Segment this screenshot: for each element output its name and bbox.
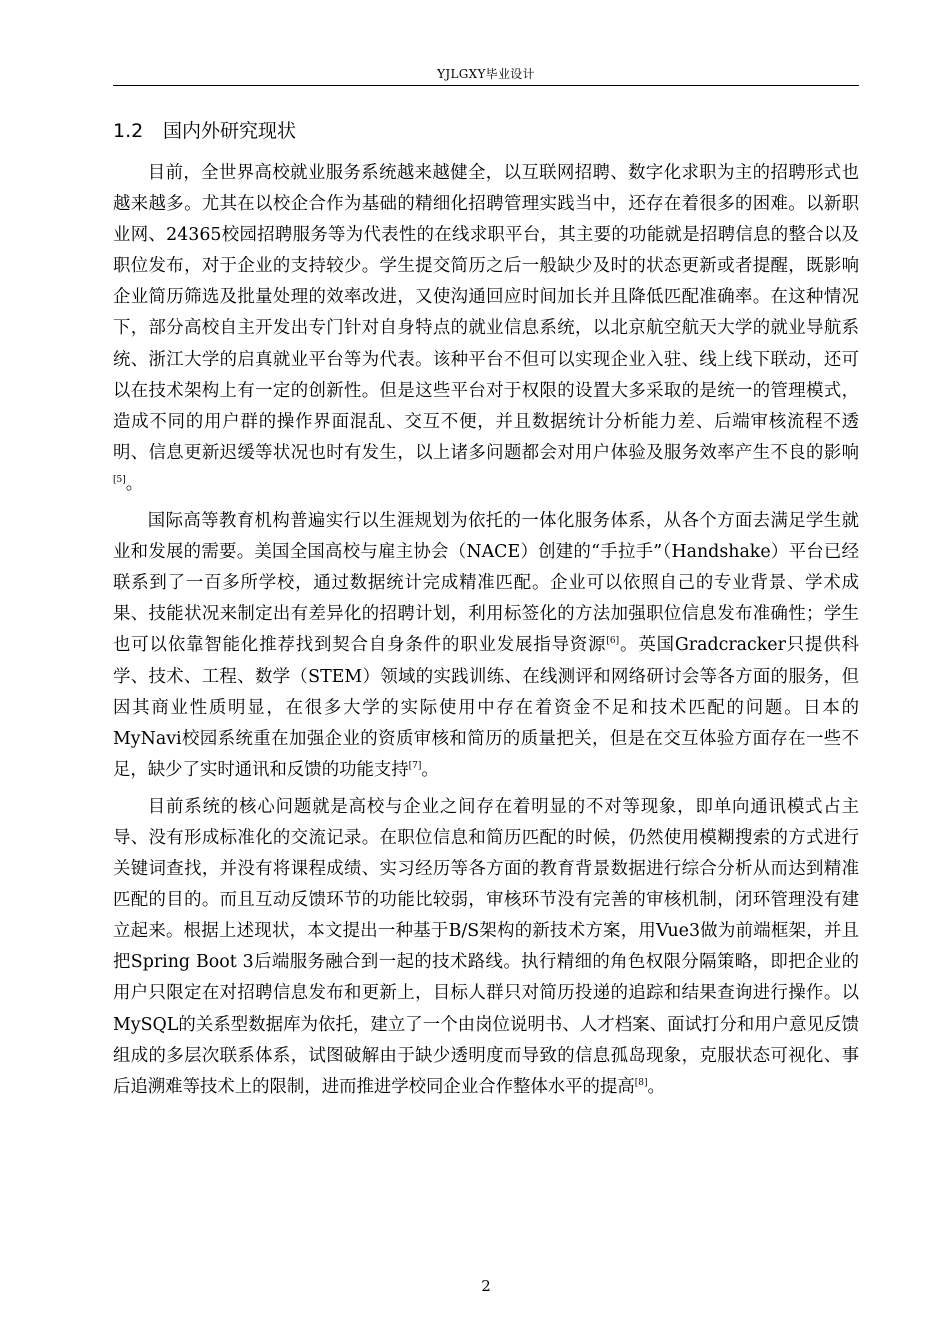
paragraph-text: 国际高等教育机构普遍实行以生涯规划为依托的一体化服务体系，从各个方面去满足学生就业和发展的需要。美国全国高校与雇主协会（NACE）创建的“手拉手”（Handshake）平台已经联系到了一百多所学校，通过数据统计完成精准匹配。企业可以依照自己的专业背景、学术成果、技能状况来制定出有差异化的招聘计划，利用标签化的方法加强职位信息发布准确性；学生也可以依靠智能化推荐找到契合自身条件的职业发展指导资源	[113, 511, 859, 656]
header-rule	[113, 85, 859, 86]
section-title: 国内外研究现状	[163, 120, 297, 142]
paragraph-tail: 。	[647, 1076, 665, 1097]
section-heading	[113, 116, 859, 146]
paragraph-text: 目前系统的核心问题就是高校与企业之间存在着明显的不对等现象，即单向通讯模式占主导、没有形成标准化的交流记录。在职位信息和简历匹配的时候，仍然使用模糊搜索的方式进行关键词查找，并没有将课程成绩、实习经历等各方面的教育背景数据进行综合分析从而达到精准匹配的目的。而且互动反馈环节的功能比较弱，审核环节没有完善的审核机制，闭环管理没有建立起来。根据上述现状，本文提出一种基于B/S架构的新技术方案，用Vue3做为前端框架，并且把Spring Boot 3后端服务融合到一起的技术路线。执行精细的角色权限分隔策略，即把企业的用户只限定在对招聘信息发布和更新上，目标人群只对简历投递的追踪和结果查询进行操作。以MySQL的关系型数据库为依托，建立了一个由岗位说明书、人才档案、面试打分和用户意见反馈组成的多层次联系体系，试图破解由于缺少透明度而导致的信息孤岛现象，克服状态可视化、事后追溯难等技术上的限制，进而推进学校同企业合作整体水平的提高	[113, 796, 859, 1097]
paragraph-text: 目前，全世界高校就业服务系统越来越健全，以互联网招聘、数字化求职为主的招聘形式也越来越多。尤其在以校企合作为基础的精细化招聘管理实践当中，还存在着很多的困难。以新职业网、24365校园招聘服务等为代表性的在线求职平台，其主要的功能就是招聘信息的整合以及职位发布，对于企业的支持较少。学生提交简历之后一般缺少及时的状态更新或者提醒，既影响企业简历筛选及批量处理的效率改进，又使沟通回应时间加长并且降低匹配准确率。在这种情况下，部分高校自主开发出专门针对自身特点的就业信息系统，以北京航空航天大学的就业导航系统、浙江大学的启真就业平台等为代表。该种平台不但可以实现企业入驻、线上线下联动，还可以在技术架构上有一定的创新性。但是这些平台对于权限的设置大多采取的是统一的管理模式，造成不同的用户群的操作界面混乱、交互不便，并且数据统计分析能力差、后端审核流程不透明、信息更新迟缓等状况也时有发生，以上诸多问题都会对用户体验及服务效率产生不良的影响	[113, 163, 859, 463]
citation-ref: [7]	[408, 760, 422, 771]
citation-ref: [8]	[634, 1077, 648, 1088]
section-number: 1.2	[113, 120, 144, 142]
paragraph-tail: 。	[125, 473, 144, 494]
paragraph-tail: 。英国Gradcracker只提供科学、技术、工程、数学（STEM）领域的实践训练、在线测评和网络研讨会等各方面的服务，但因其商业性质明显，在很多大学的实际使用中存在着资金不足和技术匹配的问题。日本的MyNavi校园系统重在加强企业的资质审核和简历的质量把关，但是在交互体验方面存在一些不足，缺少了实时通讯和反馈的功能支持	[113, 635, 859, 780]
paragraph-2	[113, 506, 859, 786]
body-text	[113, 158, 859, 1103]
page-number: 2	[481, 1277, 491, 1295]
running-header: YJLGXY毕业设计	[437, 67, 535, 81]
citation-ref: [5]	[113, 475, 126, 486]
paragraph-1	[113, 158, 859, 500]
paragraph-3	[113, 792, 859, 1103]
paragraph-tail: 。	[421, 759, 439, 780]
citation-ref: [6]	[606, 636, 620, 647]
